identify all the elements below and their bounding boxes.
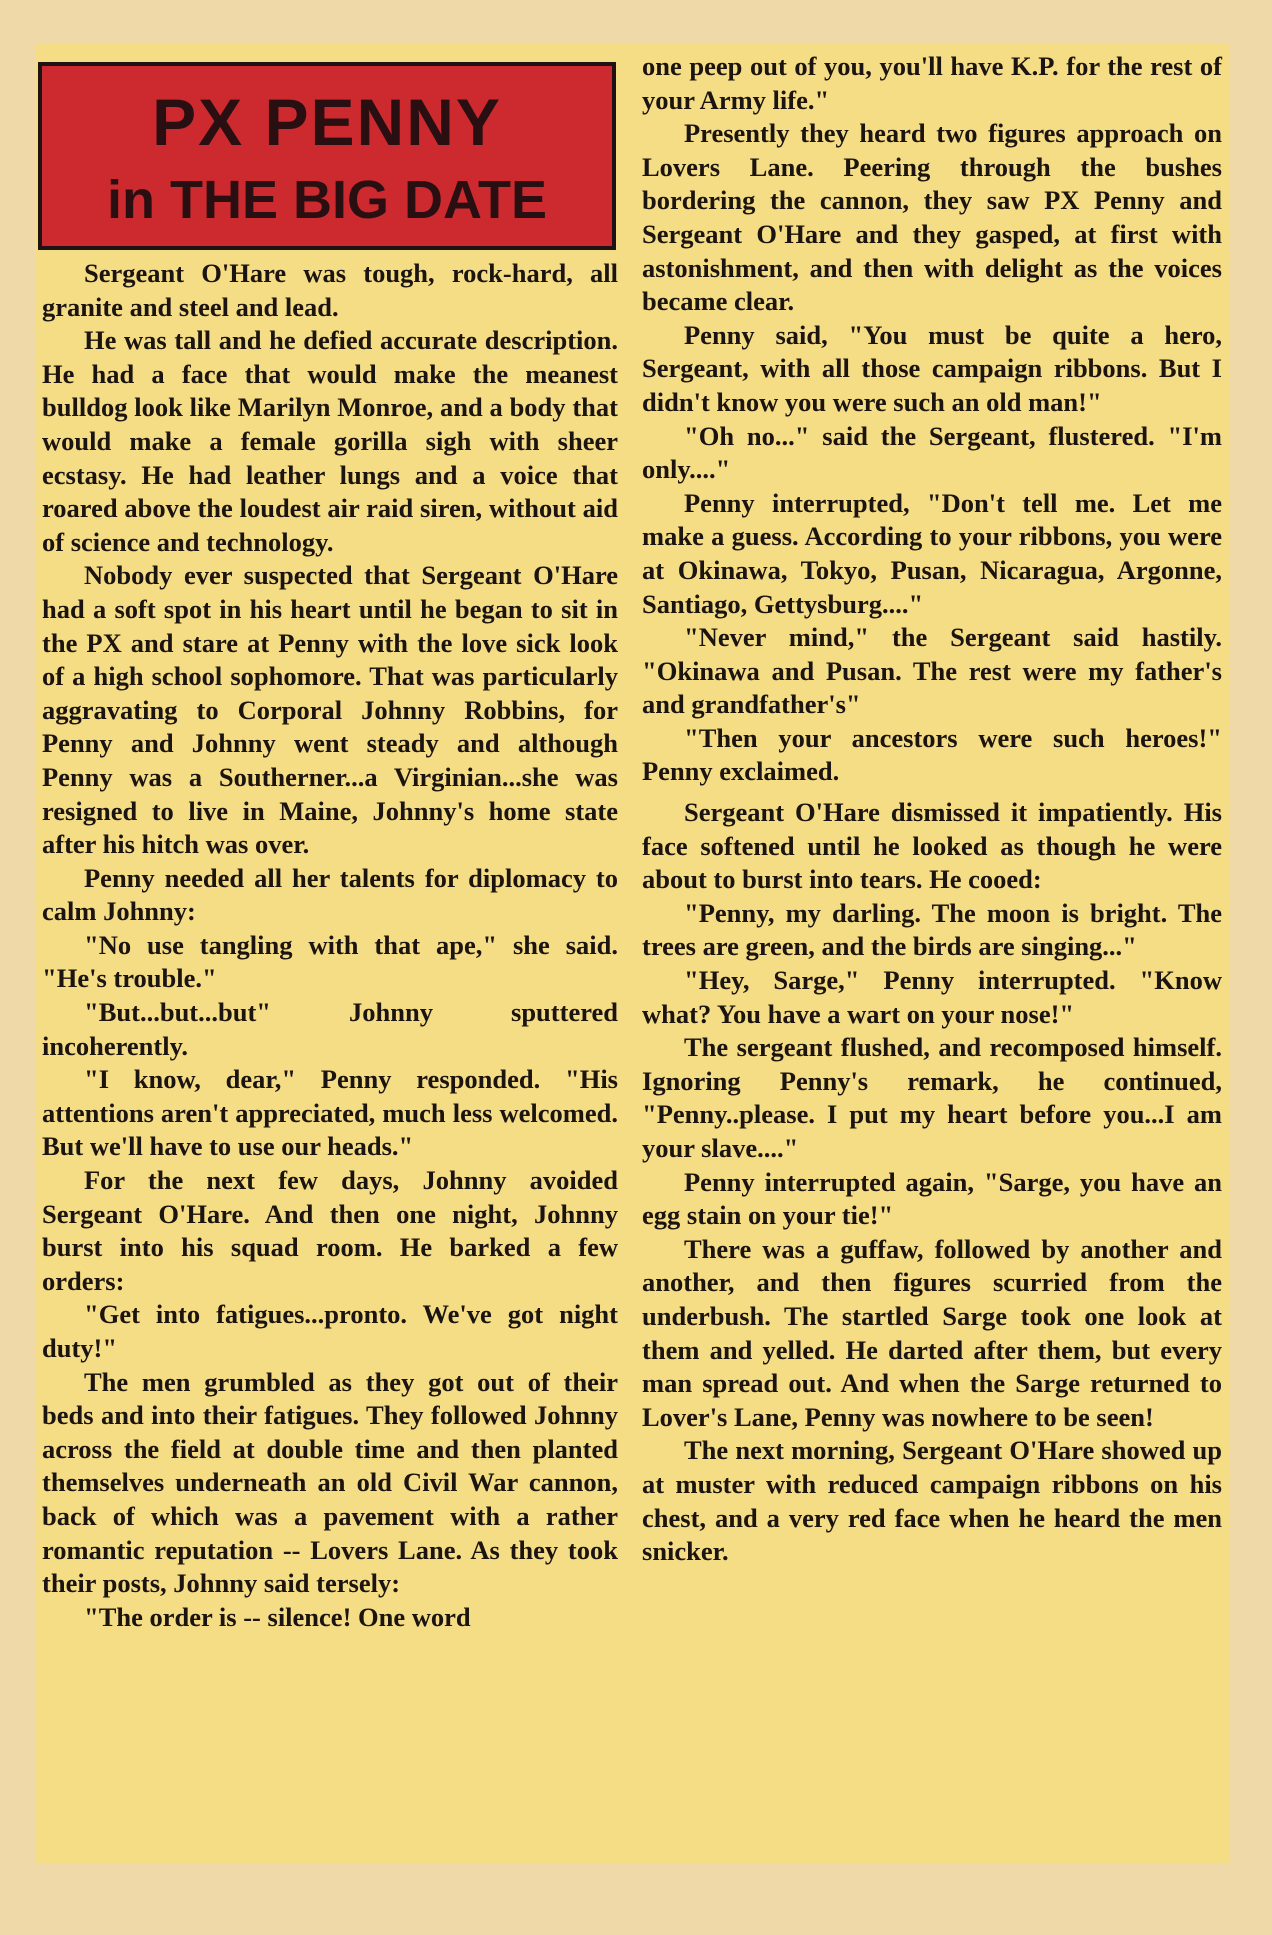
paragraph: "Get into fatigues...pronto. We've got night duty!" [42,1299,618,1363]
paragraph: The men grumbled as they got out of their beds and into their fatigues. They followed Johnny across the field at double time and then planted themselves underneath an old Civil War cannon, back of which was a pavement with a rather romantic reputation -- Lovers Lane. As they took their posts, Johnny said tersely: [42,1366,618,1599]
paragraph: There was a guffaw, followed by another and another, and then figures scurried from the underbush. The startled Sarge took one look at them and yelled. He darted after them, but every man spread out. And when the Sarge returned to Lover's Lane, Penny was nowhere to be seen! [642,1233,1222,1432]
paragraph: Penny needed all her talents for diplomacy to calm Johnny: [42,862,618,927]
paragraph: Presently they heard two figures approach on Lovers Lane. Peering through the bushes bordering the cannon, they saw PX Penny and Sergeant O'Hare and they gasped, at first with astonishment, and then with delight as the voices became clear. [642,118,1222,317]
paragraph: "Never mind," the Sergeant said hastily. "Okinawa and Pusan. The rest were my father's and grandfather's" [642,622,1222,720]
paragraph: "The order is -- silence! One word [84,1601,471,1632]
story-title-box [38,62,616,250]
paragraph: "No use tangling with that ape," she said. "He's trouble." [42,929,618,994]
paragraph: Penny interrupted again, "Sarge, you have an egg stain on your tie!" [642,1166,1222,1231]
paragraph: one peep out of you, you'll have K.P. for the rest of your Army life." [642,51,1222,115]
paragraph: Sergeant O'Hare was tough, rock-hard, all granite and steel and lead. [42,258,618,322]
paragraph: "Then your ancestors were such heroes!" Penny exclaimed. [642,722,1222,787]
paragraph: "Penny, my darling. The moon is bright. The trees are green, and the birds are singing..." [642,897,1222,962]
paragraph: The next morning, Sergeant O'Hare showed up at muster with reduced campaign ribbons on his chest, and a very red face when he heard the men snicker. [642,1435,1222,1567]
story-title: PX PENNY [152,85,502,159]
paragraph: "But...but...but" Johnny sputtered incoherently. [42,997,618,1061]
paragraph: He was tall and he defied accurate description. He had a face that would make the meanest bulldog look like Marilyn Monroe, and a body that would make a female gorilla sigh with sheer ecstasy. He had leather lungs and a voice that roared above the loudest air raid siren, without aid of science and technology. [42,325,618,557]
paragraph: "Oh no..." said the Sergeant, flustered. "I'm only...." [642,420,1222,485]
paragraph: Nobody ever suspected that Sergeant O'Hare had a soft spot in his heart until he began to sit in the PX and stare at Penny with the love sick look of a high school sophomore. That was particularly aggravating to Corporal Johnny Robbins, for Penny and Johnny went steady and although Penny was a Southerner...a Virginian...she was resigned to live in Maine, Johnny's home state after his hitch was over. [42,560,618,860]
paragraph: For the next few days, Johnny avoided Sergeant O'Hare. And then one night, Johnny burst into his squad room. He barked a few orders: [42,1165,618,1296]
paragraph: Penny interrupted, "Don't tell me. Let me make a guess. According to your ribbons, you were at Okinawa, Tokyo, Pusan, Nicaragua, Argonne, Santiago, Gettysburg...." [642,487,1222,619]
right-column [642,50,1222,1569]
paragraph: Penny said, "You must be quite a hero, Sergeant, with all those campaign ribbons. But I didn't know you were such an old man!" [642,319,1222,417]
paragraph: Sergeant O'Hare dismissed it impatiently. His face softened until he looked as though he were about to burst into tears. He cooed: [642,797,1222,895]
story-subtitle: in THE BIG DATE [107,170,547,230]
paragraph: "Hey, Sarge," Penny interrupted. "Know what? You have a wart on your nose!" [642,965,1222,1029]
paragraph: "I know, dear," Penny responded. "His attentions aren't appreciated, much less welcomed. But we'll have to use our heads." [42,1064,618,1162]
left-column [42,257,618,1634]
paragraph: The sergeant flushed, and recomposed himself. Ignoring Penny's remark, he continued, "Penny..please. I put my heart before you...I am your slave...." [642,1032,1222,1163]
